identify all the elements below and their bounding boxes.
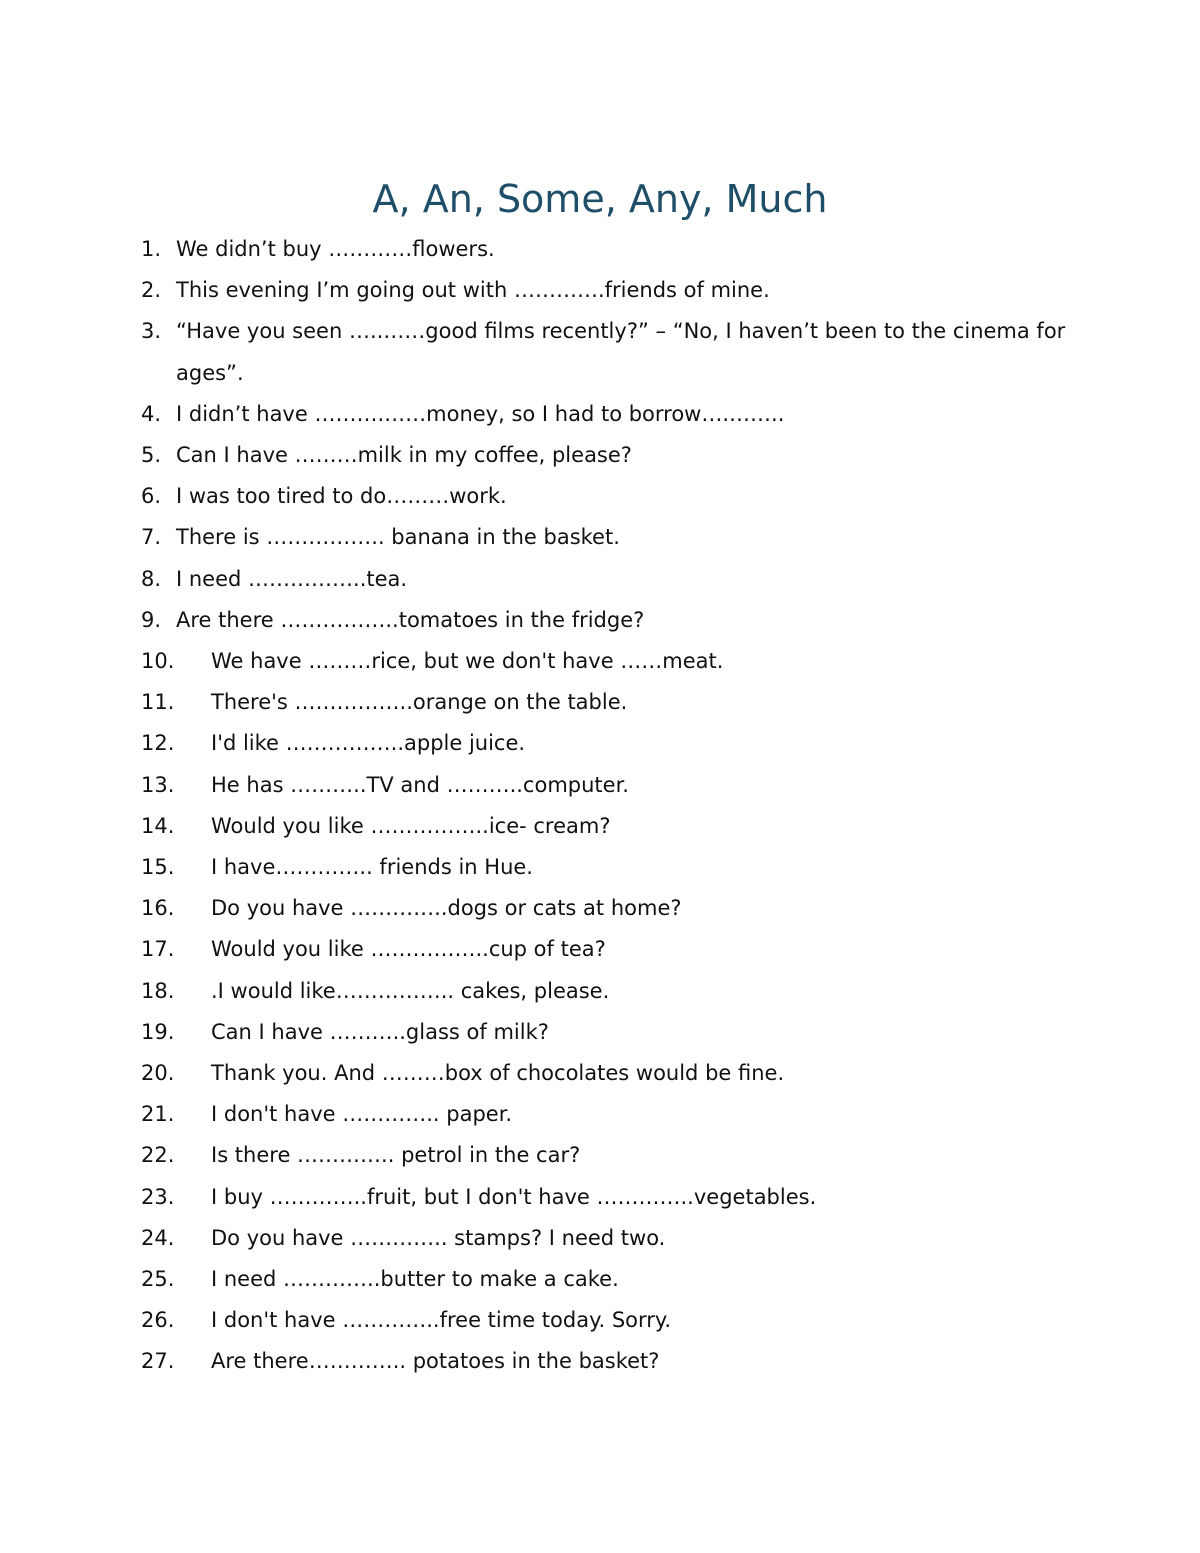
item-number: 1.: [141, 237, 162, 261]
item-number: 4.: [141, 401, 162, 426]
page-title: A, An, Some, Any, Much: [372, 177, 828, 221]
item-number: 23.: [141, 1184, 175, 1209]
item-text: I buy …………..fruit, but I don't have …………..vegetables.: [211, 1184, 817, 1209]
item-number: 7.: [141, 525, 162, 550]
list-item: [141, 394, 1081, 435]
item-text: There is …………….. banana in the basket.: [176, 525, 620, 550]
list-item: [141, 1135, 1081, 1176]
list-item: [141, 847, 1081, 888]
item-number: 18.: [141, 978, 175, 1003]
item-number: 17.: [141, 937, 175, 962]
item-text: I have………….. friends in Hue.: [211, 855, 533, 880]
item-text: There's ……………..orange on the table.: [211, 690, 628, 715]
item-number: 26.: [141, 1308, 175, 1333]
item-number: 6.: [141, 484, 162, 509]
item-text: Would you like ……………..cup of tea?: [211, 937, 606, 962]
list-item: [141, 270, 1081, 311]
item-text: He has ………..TV and ………..computer.: [211, 772, 629, 797]
item-text: Can I have ………..glass of milk?: [211, 1019, 549, 1044]
item-number: 10.: [141, 649, 175, 674]
list-item: [141, 929, 1081, 970]
item-number: 2.: [141, 278, 162, 303]
list-item: [141, 682, 1081, 723]
list-item: [141, 1341, 1081, 1382]
list-item: [141, 806, 1081, 847]
list-item: [141, 517, 1081, 558]
item-text: I don't have …………..free time today. Sorry.: [211, 1308, 672, 1333]
item-text: I need …………..butter to make a cake.: [211, 1267, 619, 1292]
item-number: 20.: [141, 1061, 175, 1086]
list-item: [141, 971, 1081, 1012]
item-text: We didn’t buy …………flowers.: [176, 237, 495, 261]
item-number: 8.: [141, 566, 162, 591]
list-item: [141, 1012, 1081, 1053]
item-number: 21.: [141, 1102, 175, 1127]
list-item: [141, 311, 1081, 393]
item-number: 22.: [141, 1143, 175, 1168]
list-item: [141, 1094, 1081, 1135]
item-text: Are there ……………..tomatoes in the fridge?: [176, 607, 645, 632]
item-text: Do you have …………..dogs or cats at home?: [211, 896, 682, 921]
item-text: Is there ………….. petrol in the car?: [211, 1143, 581, 1168]
list-item: [141, 888, 1081, 929]
item-text: Can I have ………milk in my coffee, please?: [176, 443, 632, 468]
list-item: [141, 229, 1081, 270]
item-number: 3.: [141, 319, 162, 344]
list-item: [141, 641, 1081, 682]
item-text: I need ……………..tea.: [176, 566, 408, 591]
item-number: 27.: [141, 1349, 175, 1374]
item-number: 19.: [141, 1019, 175, 1044]
item-number: 13.: [141, 772, 175, 797]
item-text: Are there………….. potatoes in the basket?: [211, 1349, 660, 1374]
item-text: “Have you seen …..……good films recently?” – “No, I haven’t been to the cinema for ages”.: [176, 319, 1066, 385]
list-item: [141, 435, 1081, 476]
item-number: 14.: [141, 813, 175, 838]
list-item: [141, 1300, 1081, 1341]
exercise-list: [141, 229, 1081, 1383]
item-text: .I would like…………….. cakes, please.: [211, 978, 610, 1003]
list-item: [141, 559, 1081, 600]
item-text: Thank you. And ………box of chocolates would be fine.: [211, 1061, 785, 1086]
item-number: 5.: [141, 443, 162, 468]
item-text: I'd like ……………..apple juice.: [211, 731, 526, 756]
item-text: Would you like ……………..ice- cream?: [211, 813, 611, 838]
item-number: 16.: [141, 896, 175, 921]
list-item: [141, 1177, 1081, 1218]
item-number: 24.: [141, 1225, 175, 1250]
item-text: We have ………rice, but we don't have ……meat.: [211, 649, 724, 674]
item-text: I don't have ………….. paper.: [211, 1102, 513, 1127]
list-item: [141, 765, 1081, 806]
item-text: This evening I’m going out with ………….friends of mine.: [176, 278, 770, 303]
item-number: 25.: [141, 1267, 175, 1292]
item-number: 15.: [141, 855, 175, 880]
item-text: I didn’t have ……….……money, so I had to borrow….……..: [176, 401, 785, 426]
list-item: [141, 1053, 1081, 1094]
list-item: [141, 1218, 1081, 1259]
item-number: 12.: [141, 731, 175, 756]
list-item: [141, 723, 1081, 764]
list-item: [141, 600, 1081, 641]
list-item: [141, 476, 1081, 517]
list-item: [141, 1259, 1081, 1300]
item-text: Do you have ………….. stamps? I need two.: [211, 1225, 666, 1250]
item-number: 9.: [141, 607, 162, 632]
item-number: 11.: [141, 690, 175, 715]
item-text: I was too tired to do………work.: [176, 484, 507, 509]
